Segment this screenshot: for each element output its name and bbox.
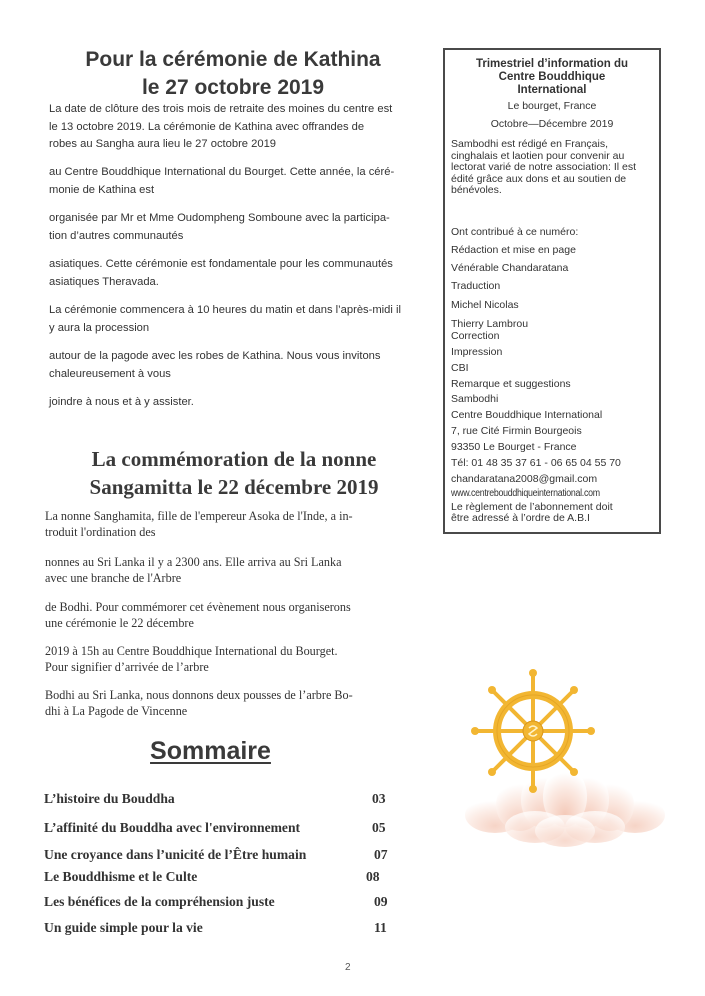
sommaire-heading-text: Sommaire xyxy=(150,737,271,765)
traduction-name: Michel Nicolas xyxy=(451,299,519,311)
text-line: nonnes au Sri Lanka il y a 2300 ans. Elle arriva au Sri Lanka xyxy=(45,555,342,569)
toc-item-page: 05 xyxy=(372,820,386,835)
toc-item-title: L’histoire du Bouddha xyxy=(44,791,175,806)
impression-label: Impression xyxy=(451,346,503,358)
text-line: tion d’autres communautés xyxy=(49,229,184,242)
page-number: 2 xyxy=(345,962,351,973)
text-line: asiatiques. Cette cérémonie est fondamentale pour les communautés xyxy=(49,258,393,270)
text-line: joindre à nous et à y assister. xyxy=(49,396,194,408)
kathina-paragraph xyxy=(49,256,423,291)
sangamitta-paragraph xyxy=(45,554,423,586)
text-line: autour de la pagode avec les robes de Kathina. Nous vous invitons xyxy=(49,350,381,362)
sangamitta-article-title xyxy=(48,445,420,501)
toc-item-page: 11 xyxy=(374,920,387,935)
contributors-label: Ont contribué à ce numéro: xyxy=(451,226,579,238)
kathina-paragraph xyxy=(49,302,423,337)
text-line: chaleureusement à vous xyxy=(49,367,171,380)
kathina-title-line-2: le 27 octobre 2019 xyxy=(141,76,325,99)
text-line: de Bodhi. Pour commémorer cet évènement nous organiserons xyxy=(45,600,351,614)
toc-item-page: 07 xyxy=(374,847,388,862)
newsletter-info-box xyxy=(443,48,661,534)
text-line: 2019 à 15h au Centre Bouddhique International du Bourget. xyxy=(45,644,338,658)
kathina-title-line-1: Pour la cérémonie de Kathina xyxy=(85,48,381,71)
text-line: International xyxy=(517,84,587,96)
text-line: au Centre Bouddhique International du Bourget. Cette année, la céré- xyxy=(49,166,395,178)
sangamitta-title-line-2: Sangamitta le 22 décembre 2019 xyxy=(89,475,379,499)
toc-item-title: Le Bouddhisme et le Culte xyxy=(44,869,198,884)
text-line: Bodhi au Sri Lanka, nous donnons deux pousses de l’arbre Bo- xyxy=(45,688,353,702)
text-line: troduit l'ordination des xyxy=(45,525,156,539)
kathina-paragraph xyxy=(49,394,423,412)
toc-item-title: Un guide simple pour la vie xyxy=(44,920,203,935)
sangamitta-paragraph xyxy=(45,599,423,631)
email-link[interactable]: chandaratana2008@gmail.com xyxy=(451,473,598,485)
kathina-paragraph xyxy=(49,101,423,154)
text-line: robes au Sangha aura lieu le 27 octobre 2019 xyxy=(49,138,277,150)
organization-name: Centre Bouddhique International xyxy=(451,409,603,421)
text-line: Trimestriel d’information du xyxy=(475,58,629,70)
text-line: La nonne Sanghamita, fille de l'empereur Asoka de l'Inde, a in- xyxy=(45,509,353,523)
text-line: Centre Bouddhique xyxy=(498,71,606,83)
phone-text: Tél: 01 48 35 37 61 - 06 65 04 55 70 xyxy=(451,457,621,469)
impression-name: CBI xyxy=(451,362,469,374)
payment-text: être adressé à l’ordre de A.B.I xyxy=(451,512,590,524)
remarks-label: Remarque et suggestions xyxy=(451,378,571,390)
kathina-paragraph xyxy=(49,164,423,199)
kathina-article-title xyxy=(48,46,418,102)
text-line: asiatiques Theravada. xyxy=(49,275,159,288)
sangamitta-paragraph xyxy=(45,643,423,675)
sangamitta-title-line-1: La commémoration de la nonne xyxy=(91,447,377,471)
text-line: organisée par Mr et Mme Oudompheng Somboune avec la participa- xyxy=(49,212,390,224)
city-text: 93350 Le Bourget - France xyxy=(451,441,577,453)
info-description: Sambodhi est rédigé en Français, cinghalais et laotien pour convenir au lectorat varié de notre association: Il est édité grâce aux dons et au soutien de bénévoles. xyxy=(451,138,637,196)
toc-item-page: 08 xyxy=(366,869,380,884)
toc-item-title: L’affinité du Bouddha avec l'environnement xyxy=(44,820,301,835)
toc-item-page: 09 xyxy=(374,894,388,909)
traduction-name: Thierry Lambrou xyxy=(451,318,529,330)
website-link[interactable]: www.centrebouddhiqueinternational.com xyxy=(451,488,600,499)
text-line: y aura la procession xyxy=(49,321,150,334)
traduction-label: Traduction xyxy=(451,280,501,292)
correction-label: Correction xyxy=(451,330,500,342)
text-line: dhi à La Pagode de Vincenne xyxy=(45,704,188,718)
text-line: La date de clôture des trois mois de retraite des moines du centre est xyxy=(49,103,393,115)
toc-item-title: Une croyance dans l’unicité de l’Être humain xyxy=(44,847,307,862)
text-line: avec une branche de l'Arbre xyxy=(45,571,182,585)
address-text: 7, rue Cité Firmin Bourgeois xyxy=(451,425,582,437)
remarks-name: Sambodhi xyxy=(451,393,499,405)
text-line: La cérémonie commencera à 10 heures du matin et dans l’après-midi il xyxy=(49,304,401,316)
kathina-paragraph xyxy=(49,348,423,383)
toc-item-title: Les bénéfices de la compréhension juste xyxy=(44,894,275,909)
dharma-wheel-icon xyxy=(471,669,595,793)
text-line: le 13 octobre 2019. La cérémonie de Kathina avec offrandes de xyxy=(49,120,365,133)
text-line: une cérémonie le 22 décembre xyxy=(45,616,194,630)
info-box-subheading xyxy=(445,97,659,133)
sangamitta-paragraph xyxy=(45,687,423,719)
text-line: Pour signifier d’arrivée de l’arbre xyxy=(45,660,209,674)
sommaire-title xyxy=(48,737,373,766)
sangamitta-paragraph xyxy=(45,508,423,540)
location-text: Le bourget, France xyxy=(507,100,597,112)
period-text: Octobre—Décembre 2019 xyxy=(490,118,614,130)
toc-item-page: 03 xyxy=(372,791,386,806)
text-line: monie de Kathina est xyxy=(49,183,155,196)
kathina-paragraph xyxy=(49,210,423,245)
redaction-label: Rédaction et mise en page xyxy=(451,244,576,256)
lotus-flower-icon xyxy=(465,767,665,847)
payment-text: Le règlement de l’abonnement doit xyxy=(451,501,613,513)
dharma-wheel-lotus-emblem xyxy=(455,665,675,855)
redaction-name: Vénérable Chandaratana xyxy=(451,262,569,274)
info-box-heading xyxy=(445,50,659,97)
